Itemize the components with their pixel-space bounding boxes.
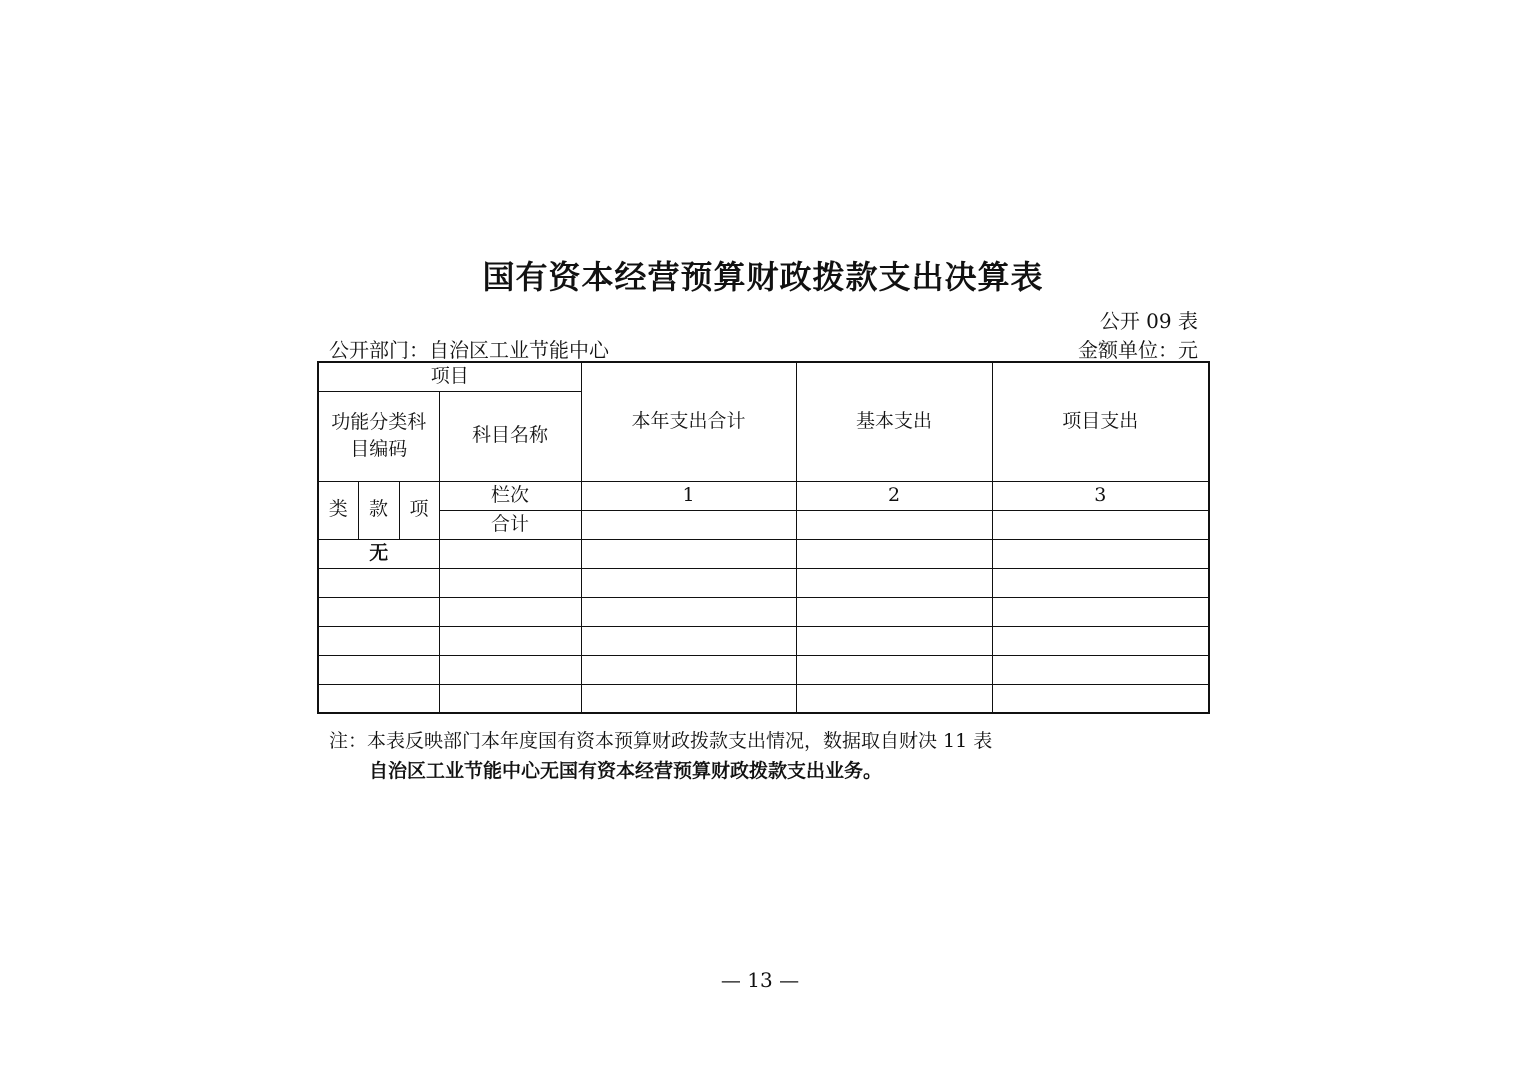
header-code: 功能分类科目编码	[318, 391, 439, 481]
table-cell	[796, 568, 992, 597]
header-project: 项目支出	[992, 362, 1209, 481]
col-xiang: 项	[399, 481, 439, 539]
total-cell-2	[796, 510, 992, 539]
table-cell	[796, 655, 992, 684]
table-cell	[796, 684, 992, 713]
lanci-label: 栏次	[439, 481, 581, 510]
table-cell	[581, 655, 796, 684]
total-row	[318, 510, 1209, 539]
header-name: 科目名称	[439, 391, 581, 481]
table-row	[318, 597, 1209, 626]
table-cell	[796, 626, 992, 655]
table-row	[318, 568, 1209, 597]
header-row-1	[318, 362, 1209, 391]
table-cell	[992, 626, 1209, 655]
table-cell	[439, 597, 581, 626]
table-cell	[439, 655, 581, 684]
table-cell	[796, 597, 992, 626]
table-cell	[581, 539, 796, 568]
table-cell	[581, 597, 796, 626]
table-cell	[992, 539, 1209, 568]
table-cell	[992, 597, 1209, 626]
table-cell	[439, 539, 581, 568]
table-cell	[581, 684, 796, 713]
department-label: 公开部门：自治区工业节能中心	[329, 338, 609, 362]
total-label: 合计	[439, 510, 581, 539]
table-cell	[581, 626, 796, 655]
col-kuan: 款	[358, 481, 399, 539]
table-row	[318, 655, 1209, 684]
header-basic: 基本支出	[796, 362, 992, 481]
table-cell	[318, 626, 439, 655]
lanci-row	[318, 481, 1209, 510]
header-item: 项目	[318, 362, 581, 391]
table-cell	[318, 568, 439, 597]
unit-label: 金额单位：元	[1078, 338, 1198, 362]
table-cell	[992, 568, 1209, 597]
lanci-1: 1	[581, 481, 796, 510]
table-cell	[439, 684, 581, 713]
table-note: 注：本表反映部门本年度国有资本预算财政拨款支出情况，数据取自财决 11 表	[329, 730, 993, 752]
table-cell	[581, 568, 796, 597]
form-number: 公开 09 表	[1099, 309, 1198, 333]
table-cell	[318, 597, 439, 626]
table-cell	[992, 655, 1209, 684]
none-cell: 无	[318, 539, 439, 568]
table-cell	[439, 626, 581, 655]
col-lei: 类	[318, 481, 358, 539]
page-number: — 13 —	[720, 968, 800, 992]
budget-table	[317, 361, 1210, 714]
table-row	[318, 626, 1209, 655]
table-cell	[318, 655, 439, 684]
table-row	[318, 684, 1209, 713]
document-title: 国有资本经营预算财政拨款支出决算表	[482, 258, 1044, 296]
table-cell	[318, 684, 439, 713]
lanci-3: 3	[992, 481, 1209, 510]
table-cell	[992, 684, 1209, 713]
table-remark: 自治区工业节能中心无国有资本经营预算财政拨款支出业务。	[369, 760, 883, 782]
table-cell	[796, 539, 992, 568]
table-row	[318, 539, 1209, 568]
header-total: 本年支出合计	[581, 362, 796, 481]
table-cell	[439, 568, 581, 597]
total-cell-1	[581, 510, 796, 539]
total-cell-3	[992, 510, 1209, 539]
lanci-2: 2	[796, 481, 992, 510]
